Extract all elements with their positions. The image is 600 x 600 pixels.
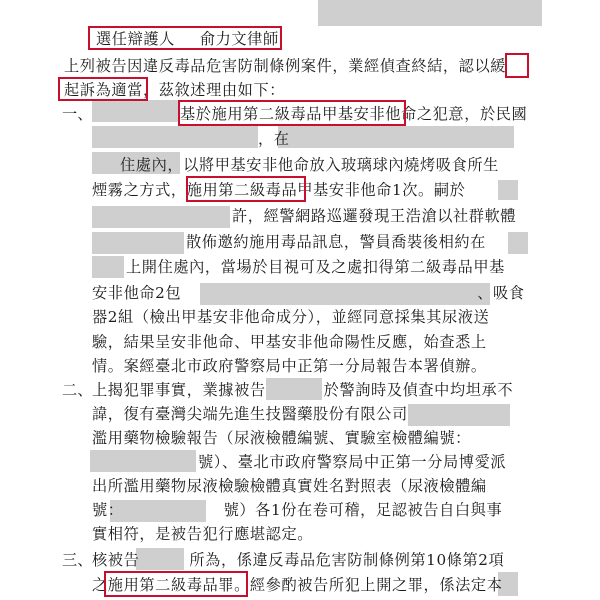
highlight-box-drug-use-1 — [178, 100, 406, 126]
s2-line-4: 號）、臺北市政府警察局中正第一分局博愛派 — [198, 453, 507, 471]
section-1-number: 一、 — [62, 105, 93, 123]
s1-line-8 — [92, 283, 525, 303]
s2-line-5: 出所濫用藥物尿液檢驗檢體真實姓名對照表（尿液檢體編 — [92, 477, 487, 495]
attorney-name: 俞力文律師 — [199, 30, 279, 48]
redaction-place-b — [92, 256, 124, 278]
highlight-box-drug-use-2 — [186, 176, 306, 202]
s1-line-2: ，在 — [258, 130, 290, 148]
s3-l2-post: 。經參酌被告所犯上開之罪，係法定本 — [234, 576, 503, 594]
s3-l2-pre: 之 — [92, 576, 108, 594]
s1-l1-post: 之犯意，於民國 — [416, 105, 528, 123]
highlight-box-deferred-1 — [505, 53, 529, 78]
redaction-top — [318, 0, 542, 26]
s2-line-2: 諱，復有臺灣尖端先進生技醫藥股份有限公司 — [92, 405, 408, 423]
redaction-time-1 — [498, 180, 518, 200]
s1-l8-pre: 安非他命2包 — [92, 284, 182, 302]
s1-l4-pre: 煙霧之方式， — [92, 181, 187, 199]
s2-l1-post: 於警詢時及偵查中均坦承不 — [323, 381, 514, 399]
redaction-date-1 — [92, 126, 258, 148]
redaction-place — [508, 232, 528, 254]
s1-line-11: 情。案經臺北市政府警察局中正第一分局報告本署偵辦。 — [92, 357, 487, 375]
highlight-box-deferred-2 — [58, 77, 148, 101]
s2-line-3: 濫用藥物檢驗報告（尿液檢體編號、實驗室檢體編號： — [92, 429, 471, 447]
s1-l1-box-text: 施用第二級毒品甲基安非他命 — [211, 105, 417, 123]
s1-line-6: 散佈邀約施用毒品訊息，警員喬裝後相約在 — [186, 233, 486, 251]
redaction-app-name — [92, 232, 184, 254]
s2-line-6 — [92, 500, 502, 520]
intro-text-1: 上列被告因違反毒品危害防制條例案件，業經偵查終結，認以 — [64, 57, 491, 75]
s1-line-3: 住處內，以將甲基安非他命放入玻璃球內燒烤吸食所生 — [120, 156, 499, 174]
intro-text-2: ，茲敘述理由如下： — [142, 81, 286, 99]
s2-l6-post: 號）各1份在卷可稽，足認被告自白與事 — [223, 501, 503, 519]
s3-l1-post: 所為，係違反毒品危害防制條例第10條第2項 — [189, 551, 505, 569]
s2-l1-pre: 上揭犯罪事實，業據被告 — [92, 381, 266, 399]
s3-line-1 — [92, 550, 504, 570]
s1-line-9: 器2組（檢出甲基安非他命成分），並經同意採集其尿液送 — [92, 308, 490, 326]
s1-l4-post: 甲基安非他命1次。嗣於 — [297, 181, 466, 199]
intro-line-1 — [64, 56, 506, 76]
s2-line-1 — [92, 380, 513, 400]
redaction-time-1b — [92, 206, 230, 228]
intro-highlight-2: 起訴為適當 — [64, 81, 143, 99]
s1-line-10: 驗，結果呈安非他命、甲基安非他命陽性反應，始查悉上 — [92, 333, 487, 351]
s2-l6-pre: 號： — [92, 501, 124, 519]
s3-l1-pre: 核被告 — [92, 551, 140, 569]
s1-l8-post: 、吸食 — [477, 284, 525, 302]
highlight-box-drug-crime — [104, 571, 248, 597]
redaction-report-ref — [408, 404, 510, 426]
attorney-label: 選任辯護人 — [96, 30, 175, 48]
redaction-sample-no — [90, 450, 196, 472]
s2-line-7: 實相符，是被告犯行應堪認定。 — [92, 525, 314, 543]
attorney-highlight-box — [88, 26, 282, 50]
redaction-defendant-name-1 — [92, 100, 178, 122]
intro-highlight-1: 緩 — [490, 57, 507, 75]
section-3-number: 三、 — [62, 551, 93, 569]
redaction-address-1 — [278, 126, 514, 148]
section-2-number: 二、 — [62, 381, 93, 399]
s1-line-5: 許，經警網路巡邏發現王浩滄以社群軟體 — [232, 207, 517, 225]
s1-l1-pre: 基於 — [180, 105, 212, 123]
s3-l2-box-text: 施用第二級毒品罪 — [107, 576, 235, 594]
s1-l4-box-text: 施用第二級毒品 — [186, 181, 298, 199]
s1-line-7: 上開住處內，當場於目視可及之處扣得第二級毒品甲基 — [126, 258, 505, 276]
